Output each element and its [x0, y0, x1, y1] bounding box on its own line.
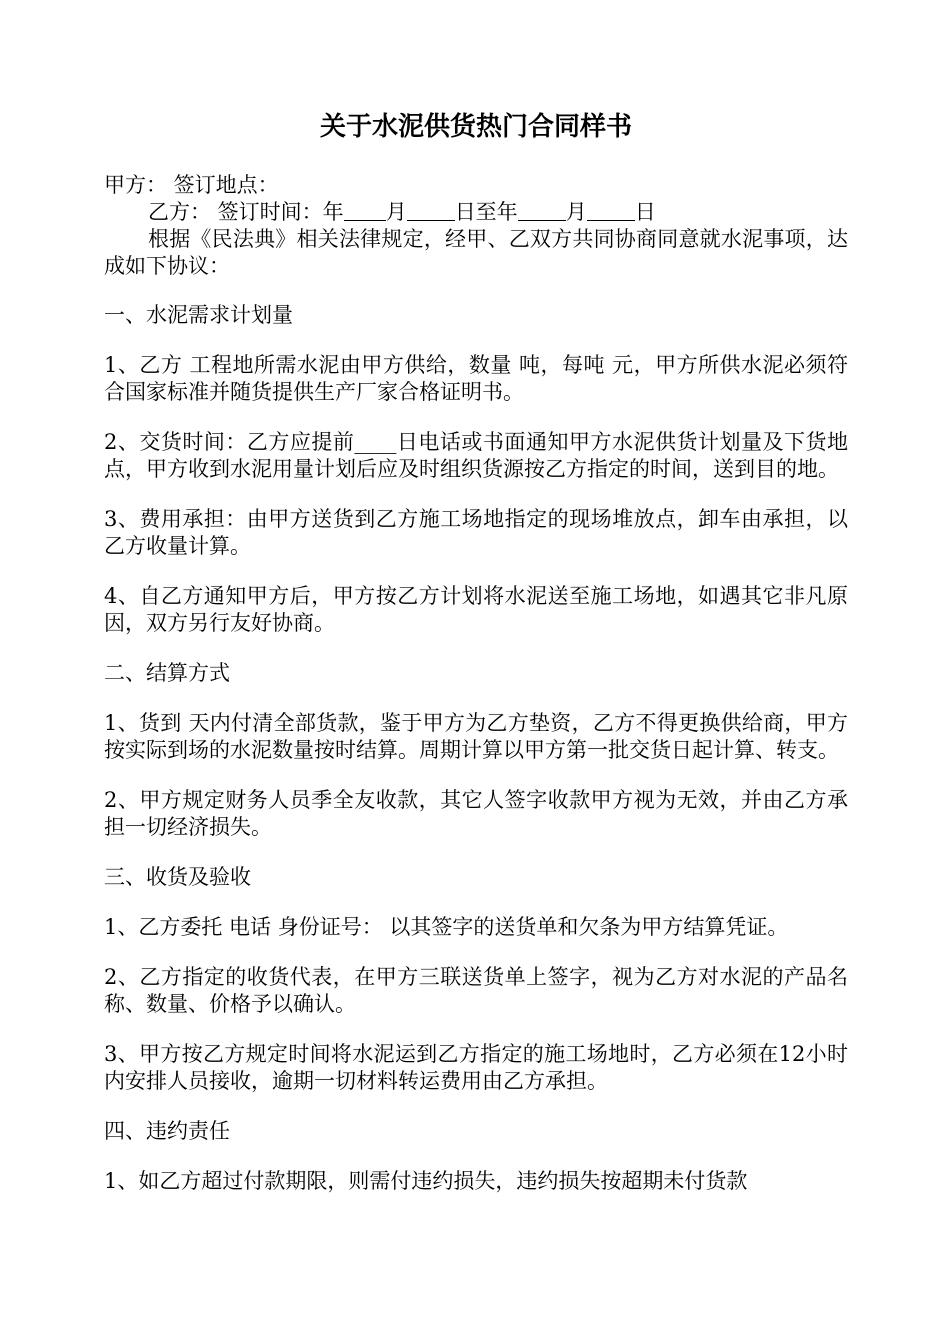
- clause-paragraph: 2、乙方指定的收货代表，在甲方三联送货单上签字，视为乙方对水泥的产品名称、数量、价格予以确认。: [104, 965, 848, 1016]
- clause-paragraph: 1、如乙方超过付款期限，则需付违约损失，违约损失按超期未付货款: [104, 1169, 748, 1193]
- section-heading: 三、收货及验收: [104, 865, 251, 889]
- clause-paragraph: 1、乙方 工程地所需水泥由甲方供给，数量 吨，每吨 元，甲方所供水泥必须符合国家标准并随货提供生产厂家合格证明书。: [104, 353, 848, 404]
- clause-paragraph: 3、甲方按乙方规定时间将水泥运到乙方指定的施工场地时，乙方必须在12小时内安排人员接收，逾期一切材料转运费用由乙方承担。: [104, 1042, 848, 1093]
- month-label-2: 月: [565, 200, 587, 224]
- clause-paragraph: 1、乙方委托 电话 身份证号： 以其签字的送货单和欠条为甲方结算凭证。: [104, 915, 789, 939]
- party-b-prefix: 乙方： 签订时间：年: [148, 200, 344, 224]
- section-heading: 一、水泥需求计划量: [104, 303, 293, 327]
- section-heading: 四、违约责任: [104, 1119, 230, 1143]
- party-a-line: 甲方： 签订地点：: [104, 173, 279, 197]
- day-to-year-label: 日至年: [454, 200, 518, 224]
- blank-year: [344, 200, 386, 221]
- blank-month-2: [587, 200, 635, 221]
- section-heading: 二、结算方式: [104, 661, 230, 685]
- party-b-line: [104, 199, 848, 226]
- document-page: [104, 0, 848, 1344]
- day-label: 日: [634, 200, 656, 224]
- intro-paragraph: 根据《民法典》相关法律规定，经甲、乙双方共同协商同意就水泥事项，达成如下协议：: [104, 227, 848, 278]
- document-title: 关于水泥供货热门合同样书: [319, 112, 632, 142]
- clause-paragraph: 2、交货时间：乙方应提前____日电话或书面通知甲方水泥供货计划量及下货地点，甲方收到水泥用量计划后应及时组织货源按乙方指定的时间，送到目的地。: [104, 430, 848, 481]
- clause-paragraph: 2、甲方规定财务人员季全友收款，其它人签字收款甲方视为无效，并由乙方承担一切经济损失。: [104, 788, 848, 839]
- month-label-1: 月: [385, 200, 407, 224]
- clause-paragraph: 1、货到 天内付清全部货款，鉴于甲方为乙方垫资，乙方不得更换供给商，甲方按实际到场的水泥数量按时结算。周期计算以甲方第一批交货日起计算、转支。: [104, 711, 848, 762]
- blank-year-2: [518, 200, 566, 221]
- blank-month-1: [407, 200, 455, 221]
- clause-paragraph: 4、自乙方通知甲方后，甲方按乙方计划将水泥送至施工场地，如遇其它非凡原因，双方另行友好协商。: [104, 584, 848, 635]
- document-body: [104, 172, 848, 1195]
- clause-paragraph: 3、费用承担：由甲方送货到乙方施工场地指定的现场堆放点，卸车由承担，以乙方收量计算。: [104, 507, 848, 558]
